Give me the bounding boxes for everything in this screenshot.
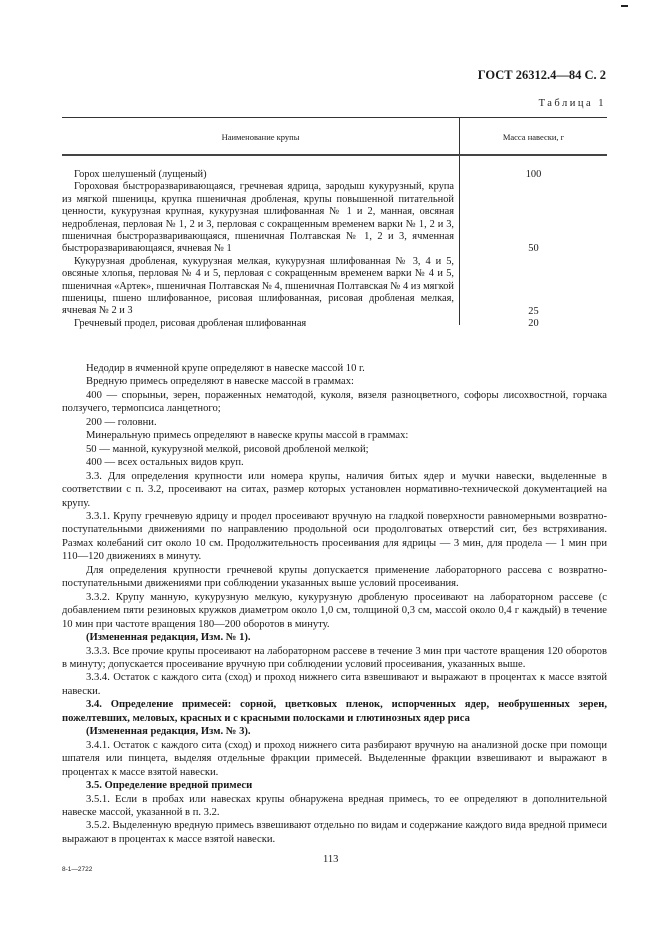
paragraph: 50 — манной, кукурузной мелкой, рисовой дробленой мелкой; [86, 443, 369, 455]
section-3-3-1: 3.3.1. Крупу гречневую ядрицу и продел просеивают вручную на гладкой поверхности равномерными возвратно-поступательными движениями по направлению продольной оси продолговатых отверстий сит, без встряхивания. Размах колебаний сит около 10 см. Продолжительность просеивания для ядрицы — 3 мин, для продела — 1 мин при 110—120 движениях в минуту. [62, 510, 607, 563]
paragraph: 400 — спорыньи, зерен, пораженных нематодой, куколя, вязеля разноцветного, софоры лисохвостной, горчака ползучего, термопсиса ланцетного; [62, 389, 607, 415]
section-3-3: 3.3. Для определения крупности или номера крупы, наличия битых ядер и мучки навески, выделенные в соответствии с п. 3.2, просеивают на ситах, размер которых установлен нормативно-технической документацией на крупу. [62, 470, 607, 509]
paragraph: 400 — всех остальных видов круп. [86, 457, 244, 469]
grain-name-cell: Горох шелушеный (лущеный) [74, 169, 207, 180]
document-header-title: ГОСТ 26312.4—84 С. 2 [477, 68, 606, 82]
table-row [62, 181, 607, 255]
document-body [62, 362, 607, 846]
section-3-3-2: 3.3.2. Крупу манную, кукурузную мелкую, кукурузную дробленую просеивают на лабораторном рассеве (с добавлением пяти резиновых кружков диаметром около 1,0 см, толщиной 0,3 см, массой около 0,4 г каждый) в течение 10 мин при частоте вращения 180—200 оборотов в минуту. [62, 591, 607, 630]
section-3-4-heading: 3.4. Определение примесей: сорной, цветковых пленок, испорченных ядер, необрушенных зерен, пожелтевших, меловых, красных и с красными полосками и глютинозных ядер риса [62, 699, 607, 724]
section-3-5-heading: 3.5. Определение вредной примеси [86, 780, 253, 792]
sample-mass-cell: 20 [528, 317, 539, 329]
print-code: 8-1—2722 [62, 866, 93, 873]
table-header-border [62, 154, 607, 156]
grain-name-cell: Кукурузная дробленая, кукурузная мелкая, кукурузная шлифованная № 3, 4 и 5, овсяные хлопья, перловая № 4 и 5, перловая с сокращенным временем варки № 4 и 5, пшеничная «Артек», пшеничная Полтавская № 4, пшеничная Полтавская № 4 из мягкой пшеницы, пшено шлифованное, рисовая шлифованная, рисовая дробленая мелкая, ячневая № 2 и 3 [62, 255, 454, 317]
table-header-sample-mass: Масса навески, г [502, 132, 565, 142]
table-caption: Таблица 1 [538, 98, 606, 109]
grain-name-cell: Гороховая быстроразваривающаяся, гречневая ядрица, зародыш кукурузный, крупа из мягкой пшеницы, крупка пшеничная дробленая, крупы повышенной питательной ценности, кукурузная крупная, кукурузная шлифованная № 1 и 2, манная, овсяная недробленая, перловая № 1, 2 и 3, перловая с сокращенным временем варки № 1, 2 и 3, пшеничная быстроразваривающаяся, пшеничная Полтавская № 1, 2 и 3, ячменная быстроразваривающаяся, ячневая № 1 [62, 181, 454, 255]
table-row [62, 318, 607, 330]
section-3-3-4: 3.3.4. Остаток с каждого сита (сход) и проход нижнего сита взвешивают и выражают в процентах к массе взятой навески. [62, 672, 607, 697]
table-header-grain-name: Наименование крупы [221, 132, 300, 142]
sample-mass-cell: 50 [528, 243, 539, 255]
amendment-note: (Измененная редакция, Изм. № 3). [86, 726, 251, 738]
paragraph: Недодир в ячменной крупе определяют в навеске массой 10 г. [86, 363, 365, 374]
table-body [62, 169, 607, 330]
table-row [62, 256, 607, 318]
paragraph: 200 — головни. [86, 416, 157, 428]
paragraph: Для определения крупности гречневой крупы допускается применение лабораторного рассева с возвратно-поступательными движениями при соблюдении указанных выше условий просеивания. [62, 564, 607, 590]
sample-mass-cell: 100 [525, 169, 542, 180]
paragraph: Минеральную примесь определяют в навеске крупы массой в граммах: [86, 430, 409, 442]
grain-name-cell: Гречневый продел, рисовая дробленая шлифованная [74, 317, 307, 329]
section-3-5-1: 3.5.1. Если в пробах или навесках крупы обнаружена вредная примесь, то ее определяют в дополнительной навеске массой, указанной в п. 3.2. [62, 793, 607, 818]
paragraph: Вредную примесь определяют в навеске массой в граммах: [86, 376, 354, 388]
section-3-5-2: 3.5.2. Выделенную вредную примесь взвешивают отдельно по видам и содержание каждого вида вредной примеси выражают в процентах к массе взятой навески. [62, 820, 607, 845]
section-3-3-3: 3.3.3. Все прочие крупы просеивают на лабораторном рассеве в течение 3 мин при частоте вращения 120 оборотов в минуту; допускается просеивание вручную при соблюдении условий просеивания, указанных выше. [62, 645, 607, 670]
scan-mark [621, 5, 628, 7]
table-row [62, 169, 607, 181]
section-3-4-1: 3.4.1. Остаток с каждого сита (сход) и проход нижнего сита разбирают вручную на анализной доске при помощи шпателя или пинцета, выделяя отдельные фракции примесей. Выделенные фракции взвешивают и выражают в процентах к массе взятой навески. [62, 739, 607, 778]
amendment-note: (Измененная редакция, Изм. № 1). [86, 632, 251, 644]
page-number: 113 [323, 854, 339, 865]
table-top-border [62, 117, 607, 118]
sample-mass-cell: 25 [528, 305, 539, 317]
